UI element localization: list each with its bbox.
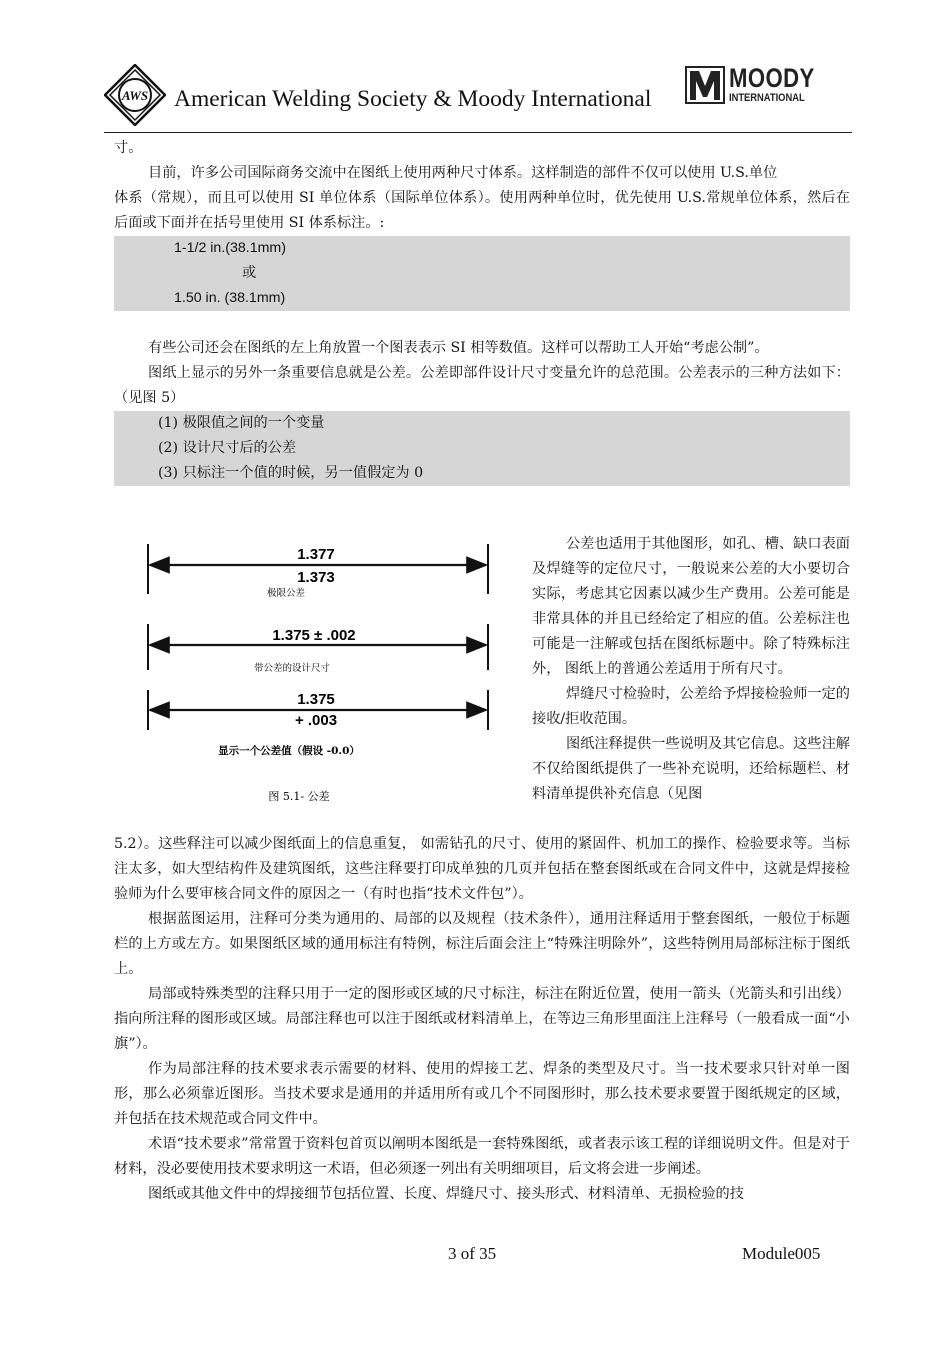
figure-side-text	[532, 532, 850, 807]
paragraph-units-2: 体系（常规），而且可以使用 SI 单位体系（国际单位体系）。使用两种单位时，优先使用 U.S.常规单位体系，然后在后面或下面并在括号里使用 SI 体系标注。:	[114, 190, 850, 231]
limit-lower-value: 1.373	[297, 569, 335, 586]
limit-dimension	[148, 544, 488, 599]
paragraph-tolerance-other: 公差也适用于其他图形，如孔、槽、缺口表面及焊缝等的定位尺寸，一般说来公差的大小要切合实际，考虑其它因素以减少生产费用。公差可能是非常具体的并且已经给定了相应的值。公差标注也可能是一注解或包括在图纸标题中。除了特殊标注外， 图纸上的普通公差适用于所有尺寸。	[532, 536, 850, 677]
paragraph-blueprint: 根据蓝图运用，注释可分类为通用的、局部的以及规程（技术条件），通用注释适用于整套图纸，一般位于标题栏的上方或左方。如果图纸区域的通用标注有特例，标注后面会注上“特殊注明除外”，这些特例用局部标注标于图纸上。	[114, 911, 850, 977]
paragraph-weld-details: 图纸或其他文件中的焊接细节包括位置、长度、焊缝尺寸、接头形式、材料清单、无损检验的技	[148, 1186, 744, 1202]
paragraph-units-1: 目前，许多公司国际商务交流中在图纸上使用两种尺寸体系。这样制造的部件不仅可以使用 U.S.单位	[148, 165, 778, 181]
aws-logo-text: AWS	[121, 88, 149, 103]
moody-logo	[729, 64, 834, 104]
paragraph-notes-cont: 5.2）。这些释注可以减少图纸面上的信息重复， 如需钻孔的尺寸、使用的紧固件、机加工的操作、检验要求等。当标注太多，如大型结构件及建筑图纸，这些注释要打印成单独的几页并包括在整套图纸或在合同文件中，这就是焊接检验师为什么要审核合同文件的原因之一（有时也指“技术文件包”）。	[114, 836, 850, 902]
moody-logo-name: MOODY	[729, 63, 816, 93]
plusminus-dimension	[148, 624, 488, 674]
document-body	[114, 132, 850, 486]
tolerance-diagram	[114, 532, 522, 822]
module-label: Module005	[742, 1244, 821, 1263]
aws-logo	[104, 64, 166, 126]
list-item: (1) 极限值之间的一个变量	[158, 415, 325, 431]
paragraph-tolerance: 图纸上显示的另外一条重要信息就是公差。公差即部件设计尺寸变量允许的总范围。公差表示的三种方法如下：（见图 5）	[114, 365, 850, 406]
page-number: 3 of 35	[448, 1244, 497, 1263]
header-title: American Welding Society & Moody International	[174, 86, 652, 112]
unilateral-caption: 显示一个公差值（假设 -0.0）	[218, 745, 360, 757]
limit-caption: 极限公差	[266, 588, 306, 599]
paragraph-local-notes: 局部或特殊类型的注释只用于一定的图形或区域的尺寸标注，标注在附近位置，使用一箭头（光箭头和引出线）指向所注释的图形或区域。局部注释也可以注于图纸或材料清单上，在等边三角形里面注上注释号（一般看成一面“小旗”）。	[114, 986, 850, 1052]
unilateral-dimension	[148, 690, 488, 757]
dimension-example-or: 或	[242, 265, 257, 281]
unilateral-tolerance: + .003	[294, 712, 338, 729]
limit-upper-value: 1.377	[297, 546, 335, 563]
plusminus-caption: 带公差的设计尺寸	[253, 663, 331, 674]
paragraph-intro: 寸。	[114, 140, 143, 156]
figure-caption: 图 5.1- 公差	[268, 790, 330, 803]
unilateral-value: 1.375	[297, 691, 335, 708]
tolerance-figure	[114, 532, 522, 822]
page-header	[104, 58, 852, 133]
moody-mark-icon	[685, 64, 725, 104]
paragraph-notes-start: 图纸注释提供一些说明及其它信息。这些注解不仅给图纸提供了一些补充说明，还给标题栏、材料清单提供补充信息（见图	[532, 736, 850, 802]
moody-logo-sub: INTERNATIONAL	[729, 92, 806, 104]
dimension-example-2: 1.50 in. (38.1mm)	[174, 290, 286, 306]
paragraph-si-chart: 有些公司还会在图纸的左上角放置一个图表表示 SI 相等数值。这样可以帮助工人开始“考虑公制”。	[148, 340, 769, 356]
list-item: (2) 设计尺寸后的公差	[158, 440, 297, 456]
paragraph-weld-inspection: 焊缝尺寸检验时，公差给予焊接检验师一定的接收/拒收范围。	[532, 686, 850, 727]
dimension-example-box	[114, 236, 850, 311]
paragraph-specification: 作为局部注释的技术要求表示需要的材料、使用的焊接工艺、焊条的类型及尺寸。当一技术要求只针对单一图形，那么必须靠近图形。当技术要求是通用的并适用所有或几个不同图形时，那么技术要求要置于图纸规定的区域，并包括在技术规范或合同文件中。	[114, 1061, 850, 1127]
plusminus-value: 1.375 ± .002	[272, 627, 356, 644]
document-body-lower	[114, 832, 850, 1207]
dimension-example-1: 1-1/2 in.(38.1mm)	[174, 240, 286, 256]
paragraph-term: 术语“技术要求”常常置于资料包首页以阐明本图纸是一套特殊图纸，或者表示该工程的详细说明文件。但是对于材料，没必要使用技术要求明这一术语，但必须逐一列出有关明细项目，后文将会进一步阐述。	[114, 1136, 850, 1177]
list-item: (3) 只标注一个值的时候，另一值假定为 0	[114, 461, 558, 486]
tolerance-methods-list	[114, 411, 850, 486]
